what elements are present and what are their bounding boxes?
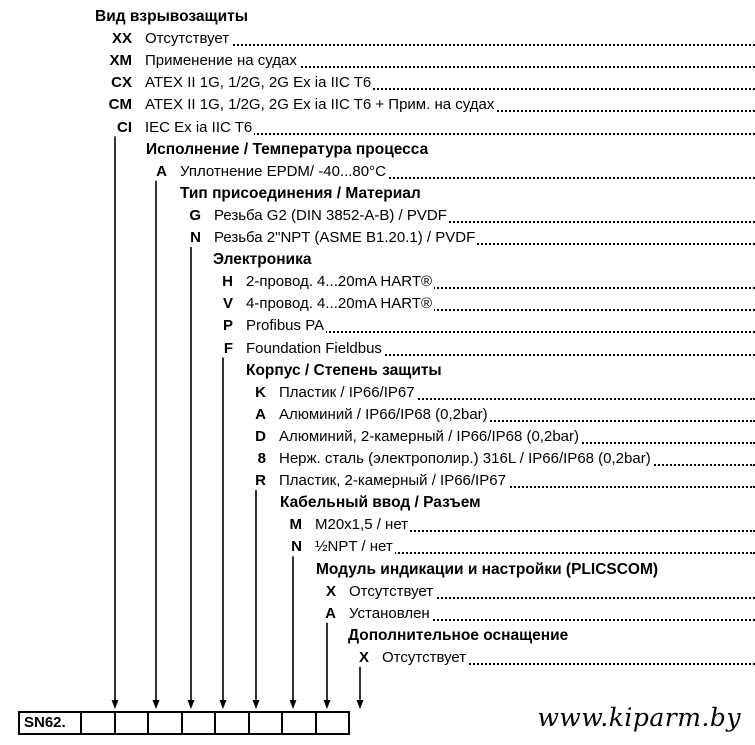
option-code: D xyxy=(255,427,266,445)
option-label: 4-провод. 4...20mA HART® xyxy=(246,295,433,313)
connector-arrow xyxy=(357,700,364,709)
option-label: M20x1,5 / нет xyxy=(315,516,409,534)
option-label: Алюминий, 2-камерный / IP66/IP68 (0,2bar) xyxy=(279,427,579,445)
group-title: Корпус / Степень защиты xyxy=(246,361,442,379)
connector-arrow xyxy=(253,700,260,709)
group-title: Тип присоединения / Материал xyxy=(180,184,421,202)
option-label: Foundation Fieldbus xyxy=(246,339,382,357)
option-label: IEC Ex ia IIC T6 xyxy=(145,118,253,136)
model-code-cell xyxy=(80,713,114,733)
option-code: CX xyxy=(111,74,132,92)
option-code: CM xyxy=(108,96,132,114)
group-title: Дополнительное оснащение xyxy=(348,626,569,644)
connector-arrow xyxy=(188,700,195,709)
model-code-cell xyxy=(181,713,215,733)
option-code: F xyxy=(223,339,233,357)
connector-arrow xyxy=(153,700,160,709)
model-code-boxes xyxy=(18,711,350,735)
group-title: Исполнение / Температура процесса xyxy=(146,140,429,158)
option-label: ATEX II 1G, 1/2G, 2G Ex ia IIC T6 + Прим. на судах xyxy=(145,96,495,114)
option-label: Отсутствует xyxy=(349,582,434,600)
option-code: X xyxy=(325,582,336,600)
option-label: Установлен xyxy=(349,604,430,622)
connector-arrow xyxy=(290,700,297,709)
option-code: X xyxy=(358,648,369,666)
model-code-cell xyxy=(248,713,282,733)
option-label: Profibus PA xyxy=(246,317,325,335)
model-code-cell xyxy=(114,713,148,733)
group-title: Кабельный ввод / Разъем xyxy=(280,494,481,512)
option-label: Отсутствует xyxy=(382,648,467,666)
option-code: A xyxy=(325,604,336,622)
model-code-cell xyxy=(147,713,181,733)
option-code: G xyxy=(189,206,201,224)
option-code: M xyxy=(289,516,302,534)
model-code-cell xyxy=(315,713,349,733)
option-code: R xyxy=(255,472,266,490)
option-label: Алюминий / IP66/IP68 (0,2bar) xyxy=(279,405,488,423)
model-code-prefix: SN62. xyxy=(24,714,66,731)
option-label: 2-провод. 4...20mA HART® xyxy=(246,273,433,291)
option-label: ATEX II 1G, 1/2G, 2G Ex ia IIC T6 xyxy=(145,74,372,92)
connector-arrow xyxy=(220,700,227,709)
option-code: XM xyxy=(109,52,132,70)
option-label: Пластик, 2-камерный / IP66/IP67 xyxy=(279,472,506,490)
connector-arrow xyxy=(112,700,119,709)
group-title: Вид взрывозащиты xyxy=(95,8,248,25)
option-label: Резьба G2 (DIN 3852-A-B) / PVDF xyxy=(214,206,447,224)
group-title: Электроника xyxy=(213,251,312,269)
option-code: H xyxy=(222,273,233,291)
option-label: Применение на судах xyxy=(145,52,297,70)
option-code: V xyxy=(222,295,233,313)
option-code: A xyxy=(156,162,167,180)
option-code: N xyxy=(190,229,201,246)
option-label: ½NPT / нет xyxy=(315,538,393,556)
model-code-cell xyxy=(281,713,315,733)
model-code-cell xyxy=(214,713,248,733)
option-label: Отсутствует xyxy=(145,30,230,48)
option-code: 8 xyxy=(257,450,266,467)
connector-arrow xyxy=(324,700,331,709)
group-title: Модуль индикации и настройки (PLICSCOM) xyxy=(316,560,659,578)
option-code: XX xyxy=(111,30,132,48)
option-label: Уплотнение EPDM/ -40...80°C xyxy=(180,162,386,180)
option-label: Нерж. сталь (электрополир.) 316L / IP66/IP68 (0,2bar) xyxy=(279,450,651,467)
watermark: www.kiparm.by xyxy=(537,703,741,732)
option-label: Резьба 2"NPT (ASME B1.20.1) / PVDF xyxy=(214,229,476,246)
option-label: Пластик / IP66/IP67 xyxy=(279,383,415,401)
option-code: K xyxy=(255,383,266,401)
option-code: P xyxy=(222,317,233,335)
option-code: A xyxy=(255,405,266,423)
option-code: CI xyxy=(117,118,132,136)
option-code: N xyxy=(291,538,302,556)
